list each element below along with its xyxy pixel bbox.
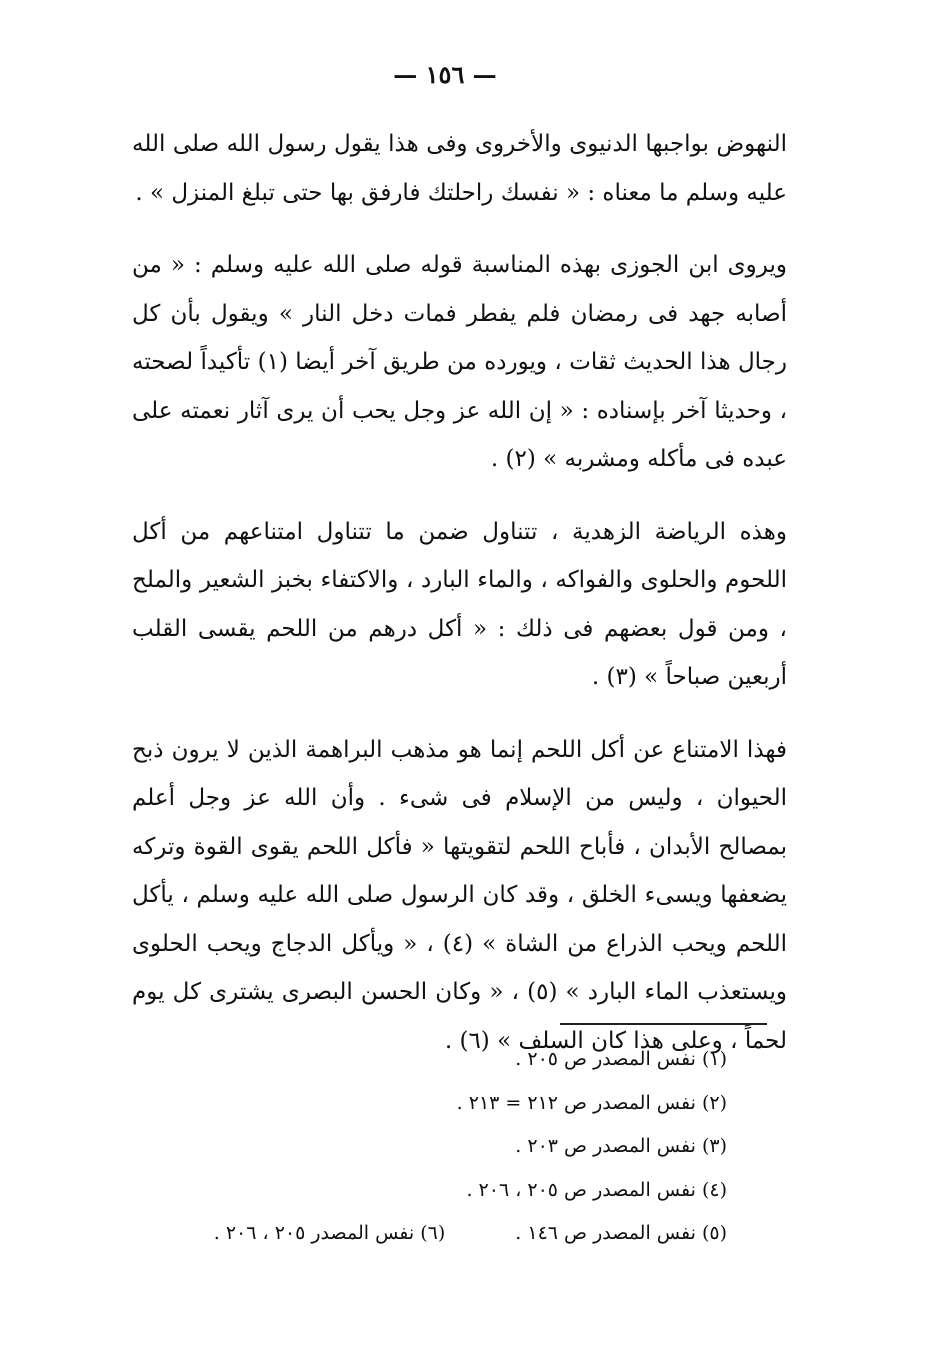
paragraph-2: ويروى ابن الجوزى بهذه المناسبة قوله صلى الله عليه وسلم : « من أصابه جهد فى رمضان فلم يفطر فمات دخل النار » ويقول بأن كل رجال هذا الحديث ثقات ، ويورده من طريق آخر أيضا (١) تأكيداً لصحته ، وحديثا آخر بإسناده : « إن الله عز وجل يحب أن يرى آثار نعمته على عبده فى مأكله ومشربه » (٢) . xyxy=(132,252,787,472)
footnote-6: (٦) نفس المصدر ٢٠٥ ، ٢٠٦ . xyxy=(213,1222,446,1244)
page-number: — ١٥٦ — xyxy=(393,60,497,89)
paragraph-4: فهذا الامتناع عن أكل اللحم إنما هو مذهب البراهمة الذين لا يرون ذبح الحيوان ، وليس من الإسلام فى شىء . وأن الله عز وجل أعلم بمصالح الأبدان ، فأباح اللحم لتقويتها « فأكل اللحم يقوى القوة وتركه يضعفها ويسىء الخلق ، وقد كان الرسول صلى الله عليه وسلم ، يأكل اللحم ويحب الذراع من الشاة » (٤) ، « ويأكل الدجاج ويحب الحلوى ويستعذب الماء البارد » (٥) ، « وكان الحسن البصرى يشترى كل يوم لحماً ، وعلى هذا كان السلف » (٦) . xyxy=(132,736,787,1054)
footnote-3: (٣) نفس المصدر ص ٢٠٣ . xyxy=(515,1135,727,1157)
paragraph-3: وهذه الرياضة الزهدية ، تتناول ضمن ما تتناول امتناعهم من أكل اللحوم والحلوى والفواكه ، والماء البارد ، والاكتفاء بخبز الشعير والملح ، ومن قول بعضهم فى ذلك : « أكل درهم من اللحم يقسى القلب أربعين صباحاً » (٣) . xyxy=(132,518,787,690)
paragraph-1: النهوض بواجبها الدنيوى والأخروى وفى هذا يقول رسول الله صلى الله عليه وسلم ما معناه : « نفسك راحلتك فارفق بها حتى تبلغ المنزل » . xyxy=(132,131,787,206)
footnote-1: (١) نفس المصدر ص ٢٠٥ . xyxy=(515,1048,727,1070)
footnote-divider xyxy=(560,1023,767,1025)
footnote-2: (٢) نفس المصدر ص ٢١٢ = ٢١٣ . xyxy=(456,1091,727,1114)
footnote-row-5-6 xyxy=(127,1212,727,1256)
footnotes xyxy=(127,1038,727,1256)
footnote-4: (٤) نفس المصدر ص ٢٠٥ ، ٢٠٦ . xyxy=(466,1178,727,1201)
body-text xyxy=(132,120,787,1065)
footnote-5: (٥) نفس المصدر ص ١٤٦ . xyxy=(515,1222,727,1244)
